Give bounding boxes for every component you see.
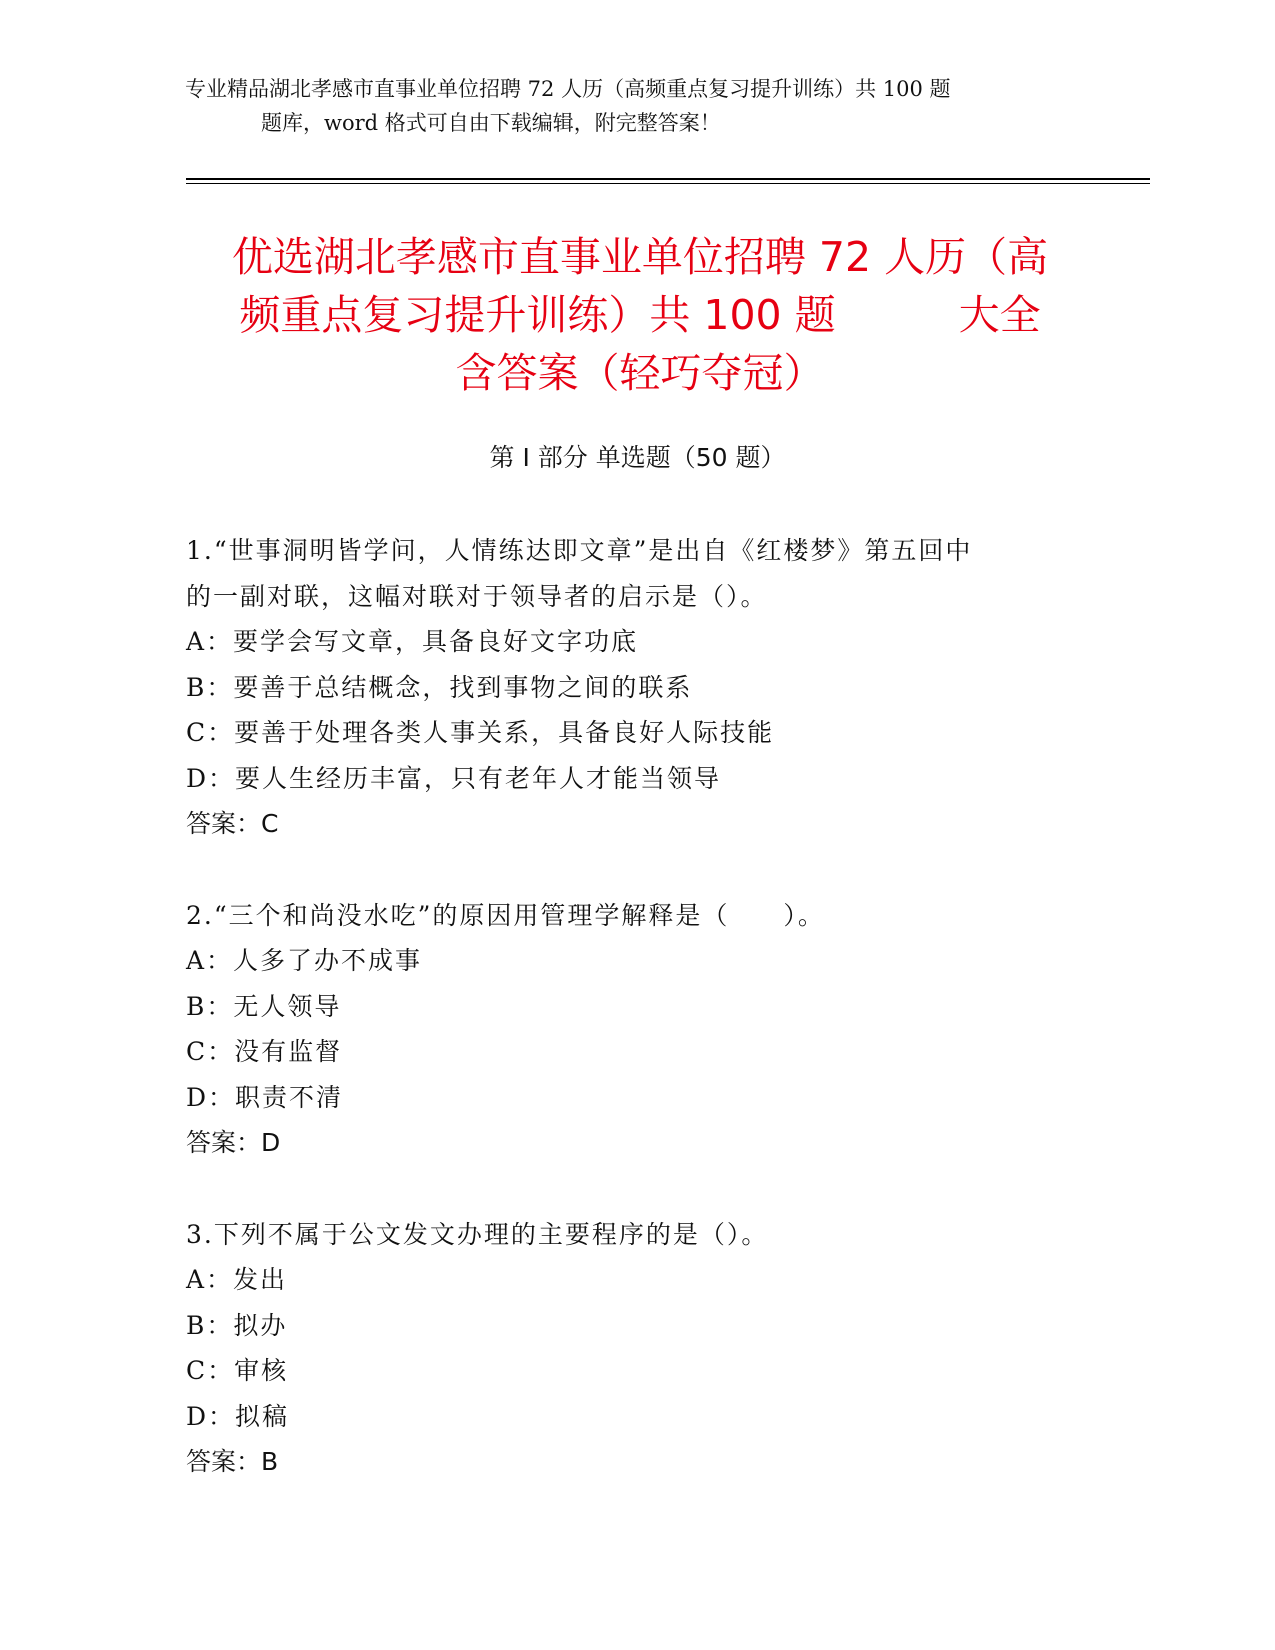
answer: 答案：B bbox=[186, 1447, 279, 1476]
option-c: C：要善于处理各类人事关系，具备良好人际技能 bbox=[186, 718, 775, 747]
option-c: C：审核 bbox=[186, 1356, 289, 1385]
question-item bbox=[186, 528, 1106, 847]
option-d: D：职责不清 bbox=[186, 1082, 344, 1112]
title-line: 含答案（轻巧夺冠） bbox=[455, 349, 825, 397]
option-c: C：没有监督 bbox=[186, 1037, 343, 1066]
option-d: D：要人生经历丰富，只有老年人才能当领导 bbox=[186, 763, 722, 793]
answer: 答案：C bbox=[186, 809, 279, 838]
question-stem: 1.“世事洞明皆学问，人情练达即文章”是出自《红楼梦》第五回中 bbox=[186, 536, 973, 565]
option-a: A：人多了办不成事 bbox=[186, 946, 423, 975]
section-heading: 第 I 部分 单选题（50 题） bbox=[489, 443, 786, 472]
question-stem: 的一副对联，这幅对联对于领导者的启示是（）。 bbox=[186, 581, 768, 611]
title-line: 频重点复习提升训练）共 100 题 大全 bbox=[239, 291, 1041, 339]
header-note-line: 题库，word 格式可自由下载编辑，附完整答案！ bbox=[261, 111, 721, 135]
title-line: 优选湖北孝感市直事业单位招聘 72 人历（高 bbox=[231, 233, 1049, 281]
header-note-line: 专业精品湖北孝感市直事业单位招聘 72 人历（高频重点复习提升训练）共 100 题 bbox=[185, 77, 951, 101]
option-d: D：拟稿 bbox=[186, 1401, 290, 1431]
option-b: B：无人领导 bbox=[186, 991, 342, 1021]
option-b: B：要善于总结概念，找到事物之间的联系 bbox=[186, 672, 693, 702]
question-stem: 3.下列不属于公文发文办理的主要程序的是（）。 bbox=[186, 1219, 769, 1249]
answer: 答案：D bbox=[186, 1128, 281, 1157]
header-note bbox=[185, 72, 1085, 140]
option-a: A：要学会写文章，具备良好文字功底 bbox=[186, 627, 639, 656]
question-stem: 2.“三个和尚没水吃”的原因用管理学解释是（ ）。 bbox=[186, 900, 825, 930]
document-title bbox=[160, 228, 1120, 402]
question-item bbox=[186, 893, 1106, 1166]
option-a: A：发出 bbox=[186, 1265, 288, 1294]
header-divider bbox=[186, 183, 1150, 184]
option-b: B：拟办 bbox=[186, 1310, 288, 1340]
header-divider bbox=[186, 178, 1150, 180]
question-item bbox=[186, 1212, 1106, 1485]
question-list bbox=[186, 528, 1106, 1531]
